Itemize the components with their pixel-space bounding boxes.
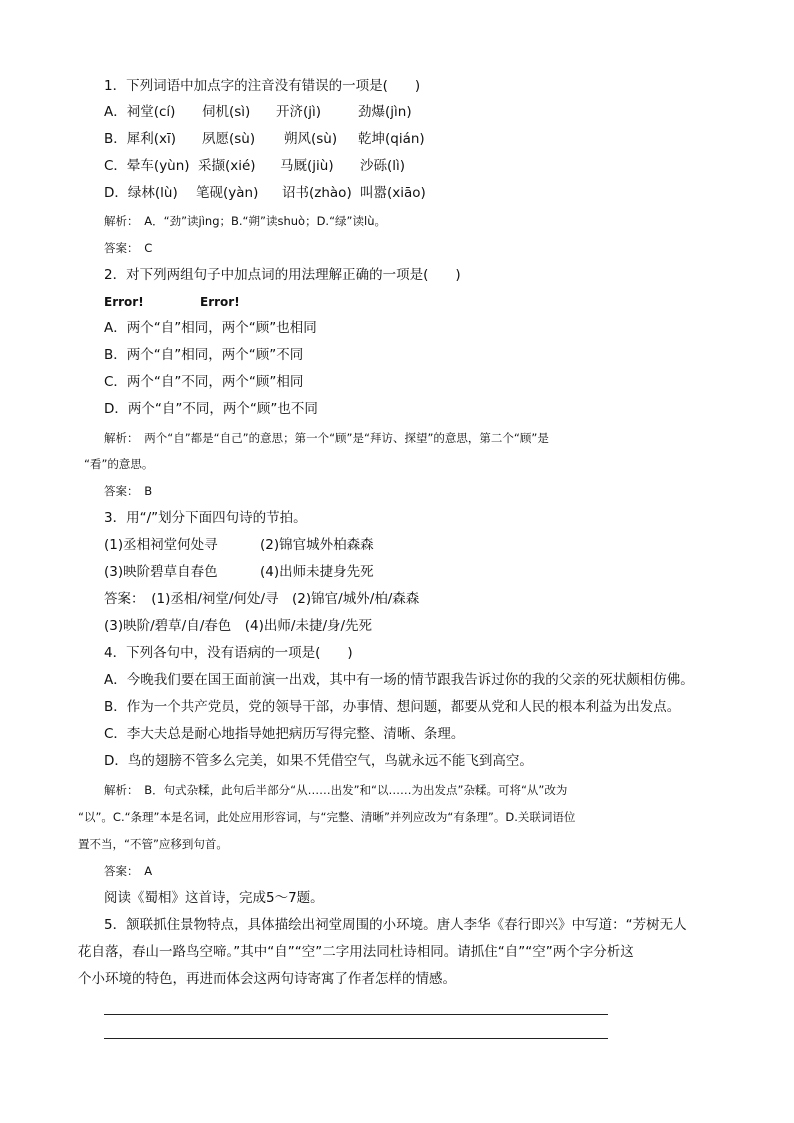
q2-analysis-line2: “看”的意思。 [84, 457, 154, 471]
q1-option-c: C．晕车(yùn) 采撷(xié) 马厩(jiù) 沙砾(lì) [104, 158, 406, 174]
q2-stem: 2．对下列两组句子中加点词的用法理解正确的一项是( ) [104, 267, 461, 283]
q1-analysis: 解析： A．“劲”读jìng；B.“朔”读shuò；D.“绿”读lù。 [104, 214, 386, 228]
q4-analysis-line2: “以”。C.“条理”本是名词，此处应用形容词，与“完整、清晰”并列应改为“有条理”。D.关联词语位 [78, 810, 576, 824]
q3-poem-line2: (3)映阶碧草自春色 (4)出师未捷身先死 [104, 564, 374, 580]
q2-option-a: A．两个“自”相同，两个“顾”也相同 [104, 320, 317, 336]
q4-option-c: C．李大夫总是耐心地指导她把病历写得完整、清晰、条理。 [104, 726, 465, 742]
q2-option-d: D．两个“自”不同，两个“顾”也不同 [104, 401, 318, 417]
q3-stem: 3．用“/”划分下面四句诗的节拍。 [104, 510, 307, 526]
q2-option-b: B．两个“自”相同，两个“顾”不同 [104, 347, 304, 363]
q1-answer: 答案： C [104, 241, 153, 255]
q1-option-a: A．祠堂(cí) 伺机(sì) 开济(jì) 劲爆(jìn) [104, 104, 412, 120]
q3-poem-line1: (1)丞相祠堂何处寻 (2)锦官城外柏森森 [104, 537, 374, 553]
answer-line-2 [104, 1038, 608, 1039]
reading-instruction: 阅读《蜀相》这首诗，完成5～7题。 [104, 890, 324, 906]
q2-answer: 答案： B [104, 484, 153, 498]
q3-answer-line1: 答案： (1)丞相/祠堂/何处/寻 (2)锦官/城外/柏/森森 [104, 591, 420, 607]
q4-analysis-line1: 解析： B．句式杂糅，此句后半部分“从……出发”和“以……为出发点”杂糅。可将“从”改为 [104, 783, 568, 797]
q4-option-a: A．今晚我们要在国王面前演一出戏，其中有一场的情节跟我告诉过你的我的父亲的死状颇相仿佛。 [104, 672, 694, 688]
q5-line3: 个小环境的特色，再进而体会这两句诗寄寓了作者怎样的情感。 [78, 971, 456, 987]
answer-line-1 [104, 1014, 608, 1015]
q4-answer: 答案： A [104, 864, 153, 878]
q5-line2: 花自落，春山一路鸟空啼。”其中“自”“空”二字用法同杜诗相同。请抓住“自”“空”两个字分析这 [78, 944, 634, 960]
q3-answer-line2: (3)映阶/碧草/自/春色 (4)出师/未捷/身/先死 [104, 618, 373, 634]
q4-option-d: D．鸟的翅膀不管多么完美，如果不凭借空气，鸟就永远不能飞到高空。 [104, 753, 533, 769]
q1-option-d: D．绿林(lù) 笔砚(yàn) 诏书(zhào) 叫嚣(xiāo) [104, 185, 426, 201]
q1-stem: 1．下列词语中加点字的注音没有错误的一项是( ) [104, 78, 421, 94]
q2-analysis-line1: 解析： 两个“自”都是“自己”的意思；第一个“顾”是“拜访、探望”的意思，第二个“顾”是 [104, 431, 549, 445]
q2-option-c: C．两个“自”不同，两个“顾”相同 [104, 374, 304, 390]
q4-stem: 4．下列各句中，没有语病的一项是( ) [104, 645, 353, 661]
q5-line1: 5．颔联抓住景物特点，具体描绘出祠堂周围的小环境。唐人李华《春行即兴》中写道：“芳树无人 [104, 917, 687, 933]
q1-option-b: B．犀利(xī) 夙愿(sù) 朔风(sù) 乾坤(qián) [104, 131, 425, 147]
q4-option-b: B．作为一个共产党员，党的领导干部，办事情、想问题，都要从党和人民的根本利益为出发点。 [104, 699, 681, 715]
q4-analysis-line3: 置不当，“不管”应移到句首。 [78, 837, 228, 851]
q2-error-placeholders: Error! Error! [104, 295, 240, 309]
